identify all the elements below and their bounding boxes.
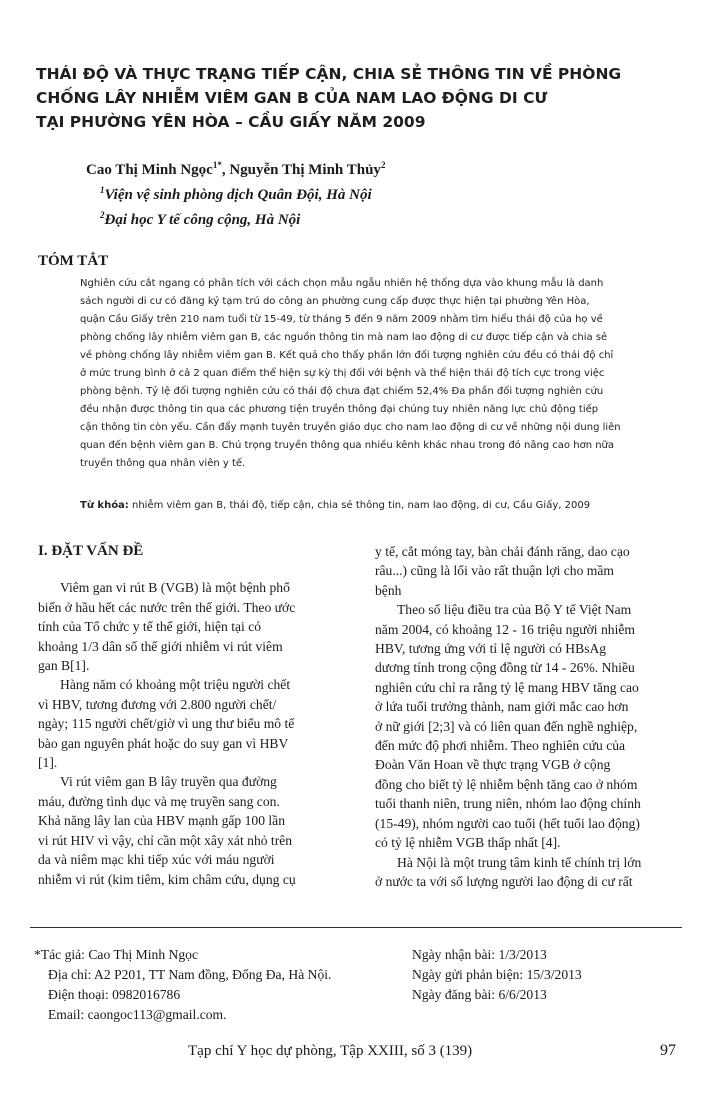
- text-line: (15-49), nhóm người cao tuổi (hết tuổi lao động): [375, 815, 640, 831]
- title-line: CHỐNG LÂY NHIỄM VIÊM GAN B CỦA NAM LAO ĐỘNG DI CƯ: [36, 89, 548, 107]
- text-line: Khả năng lây lan của HBV mạnh gấp 100 lần: [38, 813, 286, 829]
- text-line: Viêm gan vi rút B (VGB) là một bệnh phổ: [60, 580, 290, 596]
- text-line: khoảng 1/3 dân số thế giới nhiễm vi rút viêm: [38, 638, 283, 654]
- text-line: ngày; 115 người chết/giờ vì ung thư biểu mô tế: [38, 716, 295, 732]
- footnote-address: Địa chỉ: A2 P201, TT Nam đồng, Đống Đa, Hà Nội.: [48, 967, 332, 982]
- affiliation-superscript: 2: [100, 210, 105, 220]
- author-superscript: 2: [380, 160, 386, 170]
- keywords-text: nhiễm viêm gan B, thái độ, tiếp cận, chia sẻ thông tin, nam lao động, di cư, Cầu Giấy, 2009: [128, 500, 591, 511]
- abstract-line: quan đến bệnh viêm gan B. Chú trọng truyền thông qua nhiều kênh khác nhau trong đó nâng cao hơn nữa: [80, 440, 615, 451]
- title-line: TẠI PHƯỜNG YÊN HÒA – CẦU GIẤY NĂM 2009: [36, 113, 426, 131]
- text-line: tính của Tổ chức y tế thế giới, hiện tại có: [38, 619, 262, 635]
- text-line: bệnh: [375, 582, 402, 598]
- abstract-line: Nghiên cứu cắt ngang có phân tích với cách chọn mẫu ngẫu nhiên hệ thống dựa vào khung mẫu là danh: [80, 278, 604, 289]
- section-heading: I. ĐẶT VẤN ĐỀ: [38, 543, 144, 559]
- abstract-line: quận Cầu Giấy trên 210 nam tuổi từ 15-49, từ tháng 5 đến 9 năm 2009 nhằm tìm hiểu thái độ của họ về: [80, 314, 603, 325]
- abstract-line: phòng bệnh. Tỷ lệ đối tượng nghiên cứu có thái độ chưa đạt chiếm 52,4% Đa phần đối tượng nghiên cứu: [80, 386, 604, 397]
- abstract-heading: TÓM TẮT: [38, 253, 109, 269]
- text-line: Theo số liệu điều tra của Bộ Y tế Việt Nam: [397, 602, 632, 618]
- text-line: Hà Nội là một trung tâm kinh tế chính trị lớn: [397, 854, 642, 870]
- author-separator: ,: [221, 162, 230, 178]
- abstract-line: ở mức trung bình ở cả 2 quan điểm thể hiện sự kỳ thị đối với bệnh và thể hiện thái độ tích cực trong việc: [80, 368, 605, 379]
- keywords: [80, 497, 688, 515]
- author-names: [86, 158, 646, 183]
- text-line: ở lứa tuổi trưởng thành, nam giới mắc cao hơn: [375, 699, 629, 715]
- author-name: Nguyễn Thị Minh Thủy: [229, 162, 381, 178]
- date-received: Ngày nhận bài: 1/3/2013: [412, 947, 547, 962]
- author-block: [86, 158, 646, 233]
- left-column: [38, 542, 338, 889]
- text-line: dương tính trong cộng đồng từ 14 - 26%. Nhiều: [375, 660, 635, 676]
- article-title: [36, 62, 696, 134]
- abstract-line: truyền thông qua nhân viên y tế.: [80, 458, 246, 469]
- abstract-line: đều nhận được thông tin qua các phương tiện truyền thông đại chúng tuy nhiên năng lực chủ động tiếp: [80, 404, 599, 415]
- affiliation: [86, 183, 646, 208]
- keywords-label: Từ khóa:: [80, 500, 129, 511]
- affiliation-text: Đại học Y tế công cộng, Hà Nội: [104, 212, 301, 228]
- affiliation: [86, 208, 646, 233]
- text-line: vi rút HIV vì vậy, chỉ cần một xây xát nhỏ trên: [38, 832, 293, 848]
- text-line: nghiên cứu chỉ ra rằng tỷ lệ mang HBV tăng cao: [375, 679, 639, 695]
- text-line: biến ở hầu hết các nước trên thế giới. Theo ước: [38, 599, 296, 615]
- text-line: ở nữ giới [2;3] và có liên quan đến nghề nghiệp,: [375, 718, 638, 734]
- affiliation-text: Viện vệ sinh phòng dịch Quân Đội, Hà Nội: [104, 187, 372, 203]
- abstract-body: [80, 275, 688, 473]
- text-line: y tế, cắt móng tay, bàn chải đánh răng, dao cạo: [375, 544, 630, 559]
- text-line: vì HBV, tương đương với 2.800 người chết/: [38, 696, 277, 712]
- date-published: Ngày đăng bài: 6/6/2013: [412, 987, 547, 1002]
- text-line: có tỷ lệ nhiễm VGB thấp nhất [4].: [375, 835, 561, 851]
- abstract-line: cận thông tin còn yếu. Cần đẩy mạnh tuyên truyền giáo dục cho nam lao động di cư về những nội dung liên: [80, 422, 621, 433]
- text-line: Đoàn Văn Hoan về thực trạng VGB ở cộng: [375, 757, 611, 773]
- abstract-line: về phòng chống lây nhiễm viêm gan B. Kết quả cho thấy phần lớn đối tượng nghiên cứu đều có thái độ chỉ: [80, 350, 614, 361]
- text-line: bào gan nguyên phát hoặc do suy gan vì HBV: [38, 735, 289, 751]
- text-line: máu, đường tình dục và mẹ truyền sang con.: [38, 793, 280, 809]
- text-line: nhiễm vi rút (kim tiêm, kim châm cứu, dụng cụ: [38, 871, 296, 887]
- submission-dates: [412, 945, 692, 1005]
- text-line: HBV, tương ứng với tỉ lệ người có HBsAg: [375, 641, 607, 657]
- footnote-phone: Điện thoại: 0982016786: [48, 987, 181, 1002]
- text-line: đồng cho biết tỷ lệ nhiễm bệnh tăng cao ở nhóm: [375, 776, 638, 792]
- text-line: ở nước ta với số lượng người lao động di cư rất: [375, 873, 633, 889]
- affiliation-superscript: 1: [100, 185, 105, 195]
- footnote-author: *Tác giả: Cao Thị Minh Ngọc: [34, 947, 198, 962]
- date-reviewed: Ngày gửi phản biện: 15/3/2013: [412, 967, 582, 982]
- text-line: tuổi thanh niên, trung niên, nhóm lao động chính: [375, 796, 641, 812]
- abstract-line: sách người di cư có đăng ký tạm trú do công an phường cung cấp được thực hiện tại phường Yên Hòa,: [80, 296, 590, 307]
- text-line: da và niêm mạc khi tiếp xúc với máu người: [38, 852, 275, 868]
- text-line: [1].: [38, 755, 58, 771]
- right-column: [375, 542, 675, 891]
- abstract-line: phòng chống lây nhiễm viêm gan B, các nguồn thông tin mà nam lao động di cư được tiếp cận và chia sẻ: [80, 332, 608, 343]
- text-line: gan B[1].: [38, 658, 90, 674]
- text-line: râu...) cũng là lối vào rất thuận lợi cho mầm: [375, 563, 614, 579]
- title-line: THÁI ĐỘ VÀ THỰC TRẠNG TIẾP CẬN, CHIA SẺ THÔNG TIN VỀ PHÒNG: [36, 65, 622, 83]
- author-superscript: 1*: [212, 160, 222, 170]
- author-contact-footnote: [34, 945, 414, 1025]
- text-line: Vi rút viêm gan B lây truyền qua đường: [60, 774, 277, 790]
- author-name: Cao Thị Minh Ngọc: [86, 162, 213, 178]
- footnote-divider: [30, 927, 682, 928]
- text-line: Hàng năm có khoảng một triệu người chết: [60, 677, 291, 693]
- text-line: đến mức độ phơi nhiễm. Theo nghiên cứu của: [375, 738, 626, 754]
- footnote-email: Email: caongoc113@gmail.com.: [48, 1007, 227, 1022]
- page-number: 97: [660, 1042, 676, 1059]
- journal-footer: Tạp chí Y học dự phòng, Tập XXIII, số 3 (139): [188, 1043, 473, 1059]
- text-line: năm 2004, có khoảng 12 - 16 triệu người nhiễm: [375, 621, 635, 637]
